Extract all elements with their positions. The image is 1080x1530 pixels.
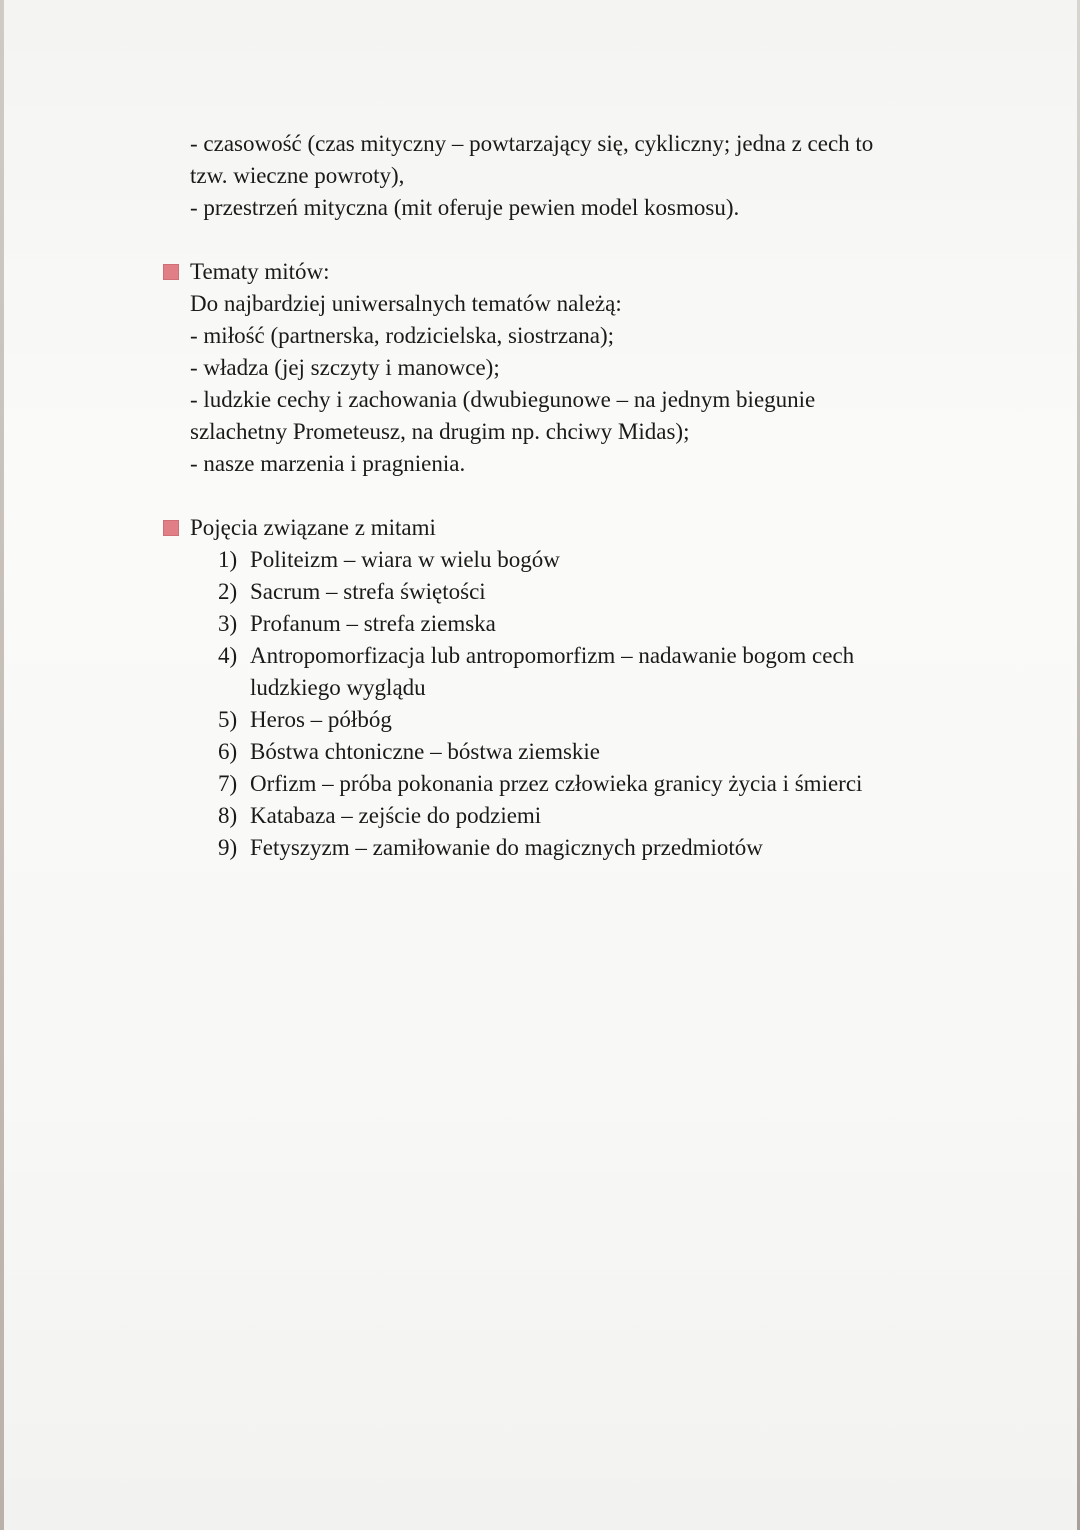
themes-section [190, 256, 950, 480]
list-item-text: Politeizm – wiara w wielu bogów [250, 547, 560, 572]
list-item [218, 832, 950, 864]
list-item-number: 6) [218, 739, 238, 764]
page-content [190, 128, 950, 864]
list-item-text: Orfizm – próba pokonania przez człowieka granicy życia i śmierci [250, 771, 863, 796]
intro-block [190, 128, 950, 224]
list-item [218, 608, 950, 640]
square-bullet-icon [163, 520, 179, 536]
list-item [218, 704, 950, 736]
page-edge-left [0, 0, 4, 1530]
list-item-number: 9) [218, 835, 238, 860]
list-item-text: Heros – półbóg [250, 707, 392, 732]
list-item [218, 576, 950, 608]
themes-line: - ludzkie cechy i zachowania (dwubiegunowe – na jednym biegunie [190, 387, 816, 412]
themes-line: szlachetny Prometeusz, na drugim np. chciwy Midas); [190, 419, 690, 444]
list-item-text: Bóstwa chtoniczne – bóstwa ziemskie [250, 739, 601, 764]
intro-line: - przestrzeń mityczna (mit oferuje pewien model kosmosu). [190, 195, 740, 220]
list-item-number: 7) [218, 771, 238, 796]
list-item-number: 3) [218, 611, 238, 636]
concepts-heading: Pojęcia związane z mitami [190, 515, 436, 540]
list-item-number: 2) [218, 579, 238, 604]
list-item [218, 800, 950, 832]
list-item-number: 5) [218, 707, 238, 732]
themes-line: - nasze marzenia i pragnienia. [190, 451, 466, 476]
concepts-section [190, 512, 950, 864]
themes-line: - miłość (partnerska, rodzicielska, siostrzana); [190, 323, 615, 348]
list-item-text: Katabaza – zejście do podziemi [250, 803, 542, 828]
list-item [218, 544, 950, 576]
intro-line: tzw. wieczne powroty), [190, 163, 405, 188]
list-item-number: 1) [218, 547, 238, 572]
list-item-number: 8) [218, 803, 238, 828]
list-item-text: Profanum – strefa ziemska [250, 611, 496, 636]
list-item-text: Sacrum – strefa świętości [250, 579, 486, 604]
list-item [218, 736, 950, 768]
list-item-number: 4) [218, 643, 238, 668]
list-item [218, 640, 950, 704]
square-bullet-icon [163, 264, 179, 280]
themes-line: Do najbardziej uniwersalnych tematów należą: [190, 291, 622, 316]
list-item-text: Antropomorfizacja lub antropomorfizm – nadawanie bogom cech ludzkiego wyglądu [250, 643, 855, 700]
list-item-text: Fetyszyzm – zamiłowanie do magicznych przedmiotów [250, 835, 763, 860]
list-item [218, 768, 950, 800]
intro-line: - czasowość (czas mityczny – powtarzający się, cykliczny; jedna z cech to [190, 131, 874, 156]
themes-heading: Tematy mitów: [190, 259, 330, 284]
themes-line: - władza (jej szczyty i manowce); [190, 355, 500, 380]
